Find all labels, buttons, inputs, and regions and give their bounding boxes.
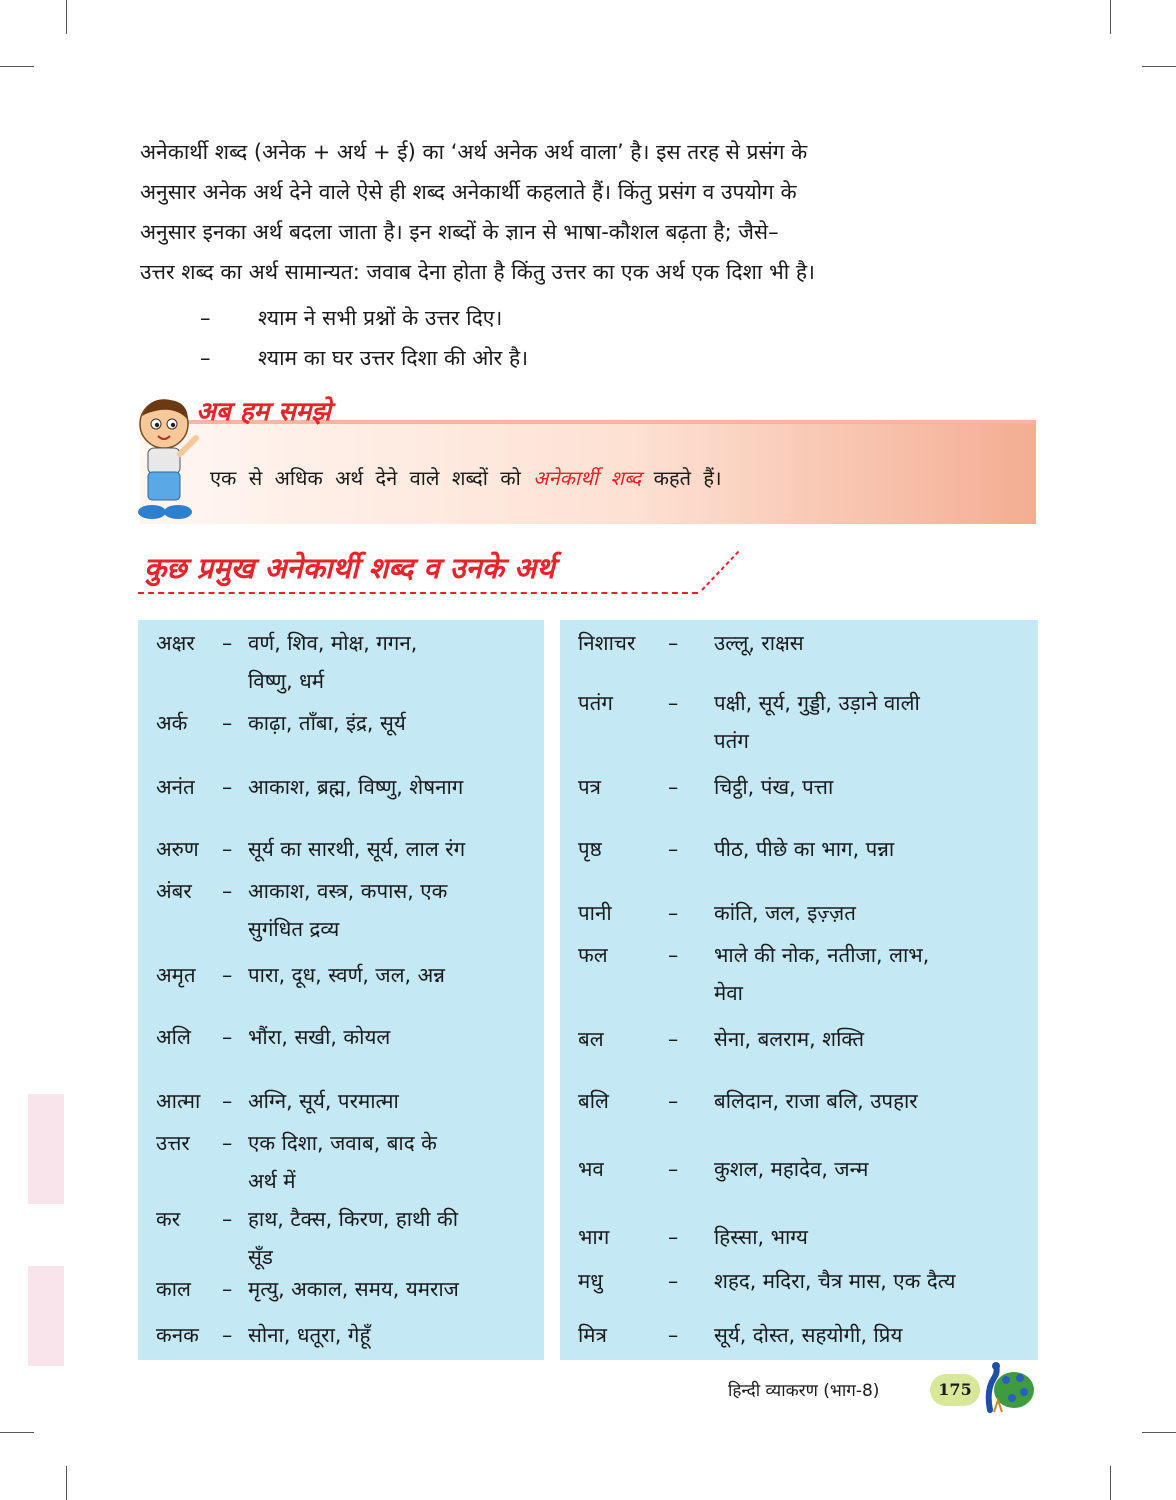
example-line	[200, 304, 502, 332]
intro-line: उत्तर शब्द का अर्थ सामान्यत: जवाब देना होता है किंतु उत्तर का एक अर्थ एक दिशा भी है।	[140, 260, 815, 284]
entry-dash: –	[668, 1269, 679, 1293]
entry-word: कर	[156, 1207, 181, 1231]
entry-word: अक्षर	[156, 631, 195, 655]
rule-title: अब हम समझे	[196, 397, 331, 427]
entry-dash: –	[668, 631, 679, 655]
peacock-icon	[976, 1360, 1036, 1416]
entry-word: भाग	[578, 1225, 610, 1249]
rule-text-before: एक से अधिक अर्थ देने वाले शब्दों को	[210, 466, 521, 490]
book-title: हिन्दी व्याकरण (भाग-8)	[728, 1381, 880, 1401]
entry-meaning: सूर्य का सारथी, सूर्य, लाल रंग	[248, 837, 466, 861]
entry-dash: –	[668, 901, 679, 925]
intro-paragraph	[140, 132, 1040, 292]
entry-word: पतंग	[578, 691, 613, 715]
entry-dash: –	[222, 1089, 233, 1113]
entry-meaning: सूर्य, दोस्त, सहयोगी, प्रिय	[714, 1323, 903, 1347]
table-row	[578, 830, 894, 868]
entry-meaning: अग्नि, सूर्य, परमात्मा	[248, 1089, 399, 1113]
entry-meaning: पीठ, पीछे का भाग, पन्ना	[714, 837, 895, 861]
entry-word: बल	[578, 1027, 604, 1051]
entry-dash: –	[222, 879, 233, 903]
entry-dash: –	[668, 775, 679, 799]
entry-dash: –	[668, 943, 679, 967]
entry-word: अमृत	[156, 963, 196, 987]
crop-mark	[1142, 1432, 1176, 1433]
entry-meaning-continued: सूँड	[248, 1245, 273, 1269]
table-row	[156, 830, 465, 868]
crop-mark	[0, 66, 34, 67]
entry-meaning: चिट्ठी, पंख, पत्ता	[714, 775, 834, 799]
entry-word: कनक	[156, 1323, 199, 1347]
intro-line: अनेकार्थी शब्द (अनेक + अर्थ + ई) का ‘अर्थ अनेक अर्थ वाला’ है। इस तरह से प्रसंग के	[140, 140, 808, 164]
entry-word: फल	[578, 943, 608, 967]
entry-meaning: बलिदान, राजा बलि, उपहार	[714, 1089, 918, 1113]
entry-meaning: आकाश, ब्रह्म, विष्णु, शेषनाग	[248, 775, 464, 799]
entry-dash: –	[668, 1225, 679, 1249]
entry-dash: –	[668, 837, 679, 861]
entry-meaning: सोना, धतूरा, गेहूँ	[248, 1323, 371, 1347]
entry-dash: –	[222, 1277, 233, 1301]
entry-dash: –	[668, 1027, 679, 1051]
entry-meaning: भाले की नोक, नतीजा, लाभ,	[714, 943, 930, 967]
table-row	[578, 1316, 902, 1354]
entry-meaning: हाथ, टैक्स, किरण, हाथी की	[248, 1207, 459, 1231]
entry-dash: –	[668, 1323, 679, 1347]
entry-dash: –	[222, 1207, 233, 1231]
table-row	[578, 1150, 868, 1188]
table-row	[578, 936, 929, 1012]
entry-word: बलि	[578, 1089, 609, 1113]
entry-meaning: उल्लू, राक्षस	[714, 631, 804, 655]
example-dash: –	[200, 306, 211, 330]
page-number: 175	[930, 1374, 980, 1406]
entry-meaning: काढ़ा, ताँबा, इंद्र, सूर्य	[248, 711, 406, 735]
entry-meaning: आकाश, वस्त्र, कपास, एक	[248, 879, 448, 903]
table-row	[578, 1082, 918, 1120]
example-text: श्याम ने सभी प्रश्नों के उत्तर दिए।	[258, 306, 503, 330]
entry-word: काल	[156, 1277, 191, 1301]
entry-dash: –	[222, 1025, 233, 1049]
entry-dash: –	[222, 837, 233, 861]
entry-meaning: भौंरा, सखी, कोयल	[248, 1025, 391, 1049]
table-row	[156, 1124, 437, 1200]
table-row	[156, 1316, 370, 1354]
entry-meaning-continued: पतंग	[714, 729, 749, 753]
table-row	[578, 1262, 956, 1300]
example-line	[200, 344, 528, 372]
crop-mark	[1110, 1466, 1111, 1500]
example-dash: –	[200, 346, 211, 370]
table-row	[156, 956, 445, 994]
entry-dash: –	[222, 1323, 233, 1347]
intro-line: अनुसार अनेक अर्थ देने वाले ऐसे ही शब्द अनेकार्थी कहलाते हैं। किंतु प्रसंग व उपयोग के	[140, 180, 797, 204]
table-row	[156, 768, 463, 806]
entry-dash: –	[222, 711, 233, 735]
entry-word: भव	[578, 1157, 604, 1181]
entry-meaning: कांति, जल, इज़्ज़त	[714, 901, 856, 925]
table-row	[578, 894, 856, 932]
entry-dash: –	[222, 775, 233, 799]
entry-meaning-continued: सुगंधित द्रव्य	[248, 917, 340, 941]
table-row	[156, 624, 417, 700]
table-row	[156, 1082, 399, 1120]
entry-dash: –	[222, 963, 233, 987]
margin-smudge	[28, 1266, 64, 1366]
table-row	[156, 1018, 390, 1056]
entry-word: आत्मा	[156, 1089, 201, 1113]
entry-meaning: एक दिशा, जवाब, बाद के	[248, 1131, 437, 1155]
table-row	[156, 1270, 459, 1308]
entry-word: मित्र	[578, 1323, 607, 1347]
entry-meaning: मृत्यु, अकाल, समय, यमराज	[248, 1277, 459, 1301]
entry-meaning: सेना, बलराम, शक्ति	[714, 1027, 865, 1051]
rule-text	[210, 464, 722, 491]
crop-mark	[0, 1432, 34, 1433]
section-underline	[138, 592, 698, 594]
table-row	[578, 624, 804, 662]
example-text: श्याम का घर उत्तर दिशा की ओर है।	[258, 346, 529, 370]
entry-word: अंबर	[156, 879, 192, 903]
entry-word: अलि	[156, 1025, 191, 1049]
entry-meaning: पारा, दूध, स्वर्ण, जल, अन्न	[248, 963, 445, 987]
entry-dash: –	[222, 631, 233, 655]
entry-dash: –	[668, 1157, 679, 1181]
entry-word: अर्क	[156, 711, 188, 735]
entry-meaning: पक्षी, सूर्य, गुड्डी, उड़ाने वाली	[714, 691, 920, 715]
rule-highlight: अनेकार्थी शब्द	[533, 466, 642, 490]
crop-mark	[1110, 0, 1111, 34]
entry-word: मधु	[578, 1269, 603, 1293]
entry-word: पत्र	[578, 775, 601, 799]
entry-word: निशाचर	[578, 631, 636, 655]
crop-mark	[66, 1466, 67, 1500]
table-row	[156, 872, 447, 948]
crop-mark	[1142, 66, 1176, 67]
crop-mark	[66, 0, 67, 34]
cartoon-boy-icon	[130, 394, 200, 524]
intro-line: अनुसार इनका अर्थ बदला जाता है। इन शब्दों के ज्ञान से भाषा-कौशल बढ़ता है; जैसे–	[140, 220, 779, 244]
entry-meaning: हिस्सा, भाग्य	[714, 1225, 808, 1249]
table-row	[578, 684, 920, 760]
table-row	[156, 1200, 458, 1276]
decorative-slash-icon	[698, 548, 742, 592]
entry-word: अरुण	[156, 837, 199, 861]
entry-word: पृष्ठ	[578, 837, 602, 861]
entry-meaning: वर्ण, शिव, मोक्ष, गगन,	[248, 631, 418, 655]
entry-meaning-continued: मेवा	[714, 981, 743, 1005]
table-row	[578, 1218, 808, 1256]
entry-dash: –	[222, 1131, 233, 1155]
table-row	[578, 1020, 864, 1058]
entry-meaning: शहद, मदिरा, चैत्र मास, एक दैत्य	[714, 1269, 956, 1293]
entry-word: पानी	[578, 901, 612, 925]
entry-meaning-continued: विष्णु, धर्म	[248, 669, 325, 693]
entry-word: अनंत	[156, 775, 195, 799]
entry-word: उत्तर	[156, 1131, 190, 1155]
entry-dash: –	[668, 691, 679, 715]
table-row	[156, 704, 406, 742]
table-row	[578, 768, 833, 806]
margin-smudge	[28, 1094, 64, 1204]
section-title: कुछ प्रमुख अनेकार्थी शब्द व उनके अर्थ	[144, 551, 555, 585]
entry-dash: –	[668, 1089, 679, 1113]
entry-meaning: कुशल, महादेव, जन्म	[714, 1157, 869, 1181]
entry-meaning-continued: अर्थ में	[248, 1169, 296, 1193]
rule-text-after: कहते हैं।	[653, 466, 722, 490]
